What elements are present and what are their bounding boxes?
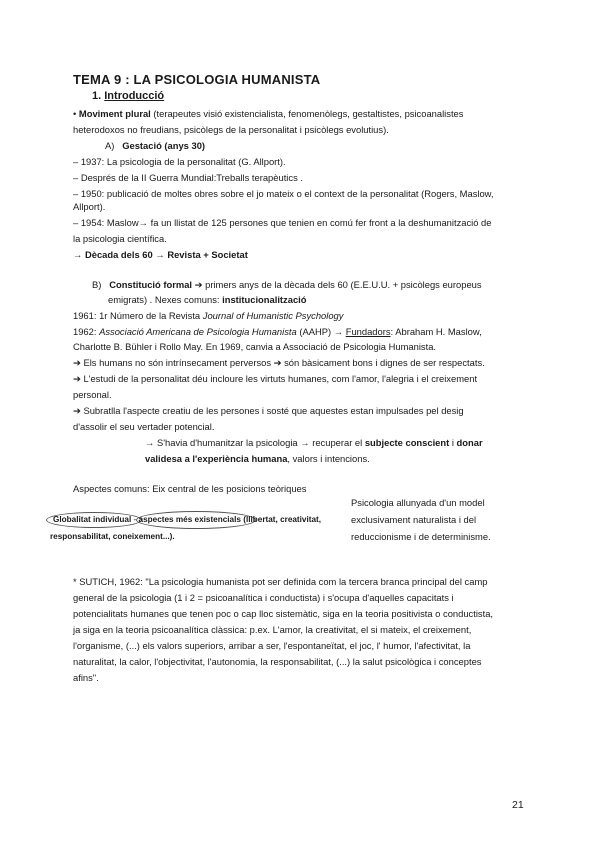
sutich-line: potencialitats humanes que tenen poc o cap lloc sistemàtic, siga en la teoria positivista o conductista, [73, 608, 494, 619]
section-number: 1. [92, 90, 102, 102]
intro-line-1 [73, 108, 533, 120]
year-1961-line [73, 310, 533, 322]
point-line: d'assolir el seu vertader potencial. [73, 421, 215, 432]
bold-span: donar [456, 437, 483, 448]
bullet: • [73, 108, 77, 119]
point-line: ➔ Subratlla l'aspecte creatiu de les persones i sosté que aquestes estan impulsades pel desig [73, 405, 464, 416]
connector: - [131, 515, 139, 524]
text-span: : Abraham H. Maslow, [390, 326, 482, 337]
sutich-line: * SUTICH, 1962: "La psicologia humanista pot ser definida com la tercera branca principal del camp [73, 576, 488, 587]
subsection-letter: B) [92, 279, 102, 290]
sutich-line: afins". [73, 672, 99, 683]
year-1962-line-2: Charlotte B. Bühler i Rollo May. En 1969, canvia a Associació de Psicologia Humanista. [73, 341, 437, 352]
oval-label-aspectes: aspectes més existencials [138, 515, 241, 524]
section-title: Introducció [104, 90, 165, 102]
subsection-letter: A) [105, 140, 115, 151]
page-number: 21 [512, 799, 524, 811]
humanitzar-line-1 [145, 437, 600, 449]
humanitzar-line-2 [145, 453, 600, 465]
subsection-title: Gestació (anys 30) [122, 140, 206, 151]
section-heading-introduccio [92, 90, 164, 102]
association-name: Associació Americana de Psicologia Humanista [99, 326, 297, 337]
side-note-line: exclusivament naturalista i del [351, 514, 477, 525]
text-span: 1961: 1r Número de la Revista [73, 310, 203, 321]
year-1962-line [73, 326, 533, 338]
intro-bold: Moviment plural [78, 108, 151, 119]
text-span: , valors i intencions. [287, 453, 370, 464]
arrow-glyph: ➔ [192, 279, 206, 290]
aspectes-diagram-line-2: responsabilitat, coneixement...). [50, 532, 175, 541]
gestacio-line: – 1937: La psicologia de la personalitat (G. Allport). [73, 156, 286, 167]
text-span: (AAHP) → [296, 326, 346, 337]
aspectes-heading: Aspectes comuns: Eix central de les posicions teòriques [73, 483, 307, 494]
text-span: 1962: [73, 326, 100, 337]
sutich-line: general de la psicologia (1 i 2 = psicoanalítica i conductista) i s'ocupa d'aquelles capacitats i [73, 592, 454, 603]
text-span: emigrats) . Nexes comuns: [108, 294, 223, 305]
intro-line-2: heterodoxos no freudians, psicòlegs de la personalitat i psicòlegs evolutius). [73, 124, 389, 135]
intro-rest: (terapeutes visió existencialista, fenomenòlegs, gestaltistes, psicoanalistes [150, 108, 464, 119]
sutich-line: ja siga en la teoria psicoanalítica clàssica: p.ex. L'amor, la creativitat, el si mateix, el creixement, [73, 624, 472, 635]
gestacio-line: Allport). [73, 201, 106, 212]
journal-title: Journal of Humanistic Psychology [202, 310, 344, 321]
decada-line: → Dècada dels 60 → Revista + Societat [73, 249, 248, 260]
sutich-line: naturalitat, la calor, l'objectivitat, l'autonomia, la responsabilitat, (...) la salut psicològica i conceptes [73, 656, 482, 667]
bold-span: subjecte conscient [364, 437, 450, 448]
side-note-line: Psicologia allunyada d'un model [351, 497, 485, 508]
gestacio-line: – 1954: Maslow→ fa un llistat de 125 persones que tenien en comú fer front a la deshumanització de [73, 217, 492, 228]
bold-span: validesa a l'experiència humana [145, 453, 288, 464]
gestacio-line: la psicologia científica. [73, 233, 167, 244]
founders-label: Fundadors [345, 326, 391, 337]
gestacio-line: – 1950: publicació de moltes obres sobre el jo mateix o el context de la personalitat (Rogers, Maslow, [73, 188, 494, 199]
side-note-line: reduccionisme i de determinisme. [351, 531, 491, 542]
gestacio-line: – Després de la II Guerra Mundial:Treballs terapèutics . [73, 172, 303, 183]
subsection-text: primers anys de la dècada dels 60 (E.E.U.U. + psicòlegs europeus [205, 279, 482, 290]
text-span: → S'havia d'humanitzar la psicologia → recuperar el [145, 437, 365, 448]
subsection-heading-b [92, 279, 552, 291]
subsection-b-line-2 [108, 294, 568, 306]
sutich-line: l'organisme, (...) els valors superiors, arribar a ser, l'espontaneïtat, el joc, l' humor, l'afectivitat, la [73, 640, 471, 651]
subsection-title: Constitució formal [109, 279, 193, 290]
point-line: personal. [73, 389, 112, 400]
oval-label-globalitat: Globalitat individual [53, 515, 132, 524]
page-title: TEMA 9 : LA PSICOLOGIA HUMANISTA [73, 72, 321, 87]
aspectes-rest: (llibertat, creativitat, [240, 515, 322, 524]
point-line: ➔ L'estudi de la personalitat déu incloure les virtuts humanes, com l'amor, l'alegria i el creixement [73, 373, 478, 384]
aspectes-diagram-line-1 [53, 514, 353, 526]
text-span: i [449, 437, 457, 448]
subsection-heading-a [105, 140, 565, 152]
point-line: ➔ Els humans no són intrínsecament perversos ➔ són bàsicament bons i dignes de ser respectats. [73, 357, 485, 368]
bold-span: institucionalització [222, 294, 307, 305]
